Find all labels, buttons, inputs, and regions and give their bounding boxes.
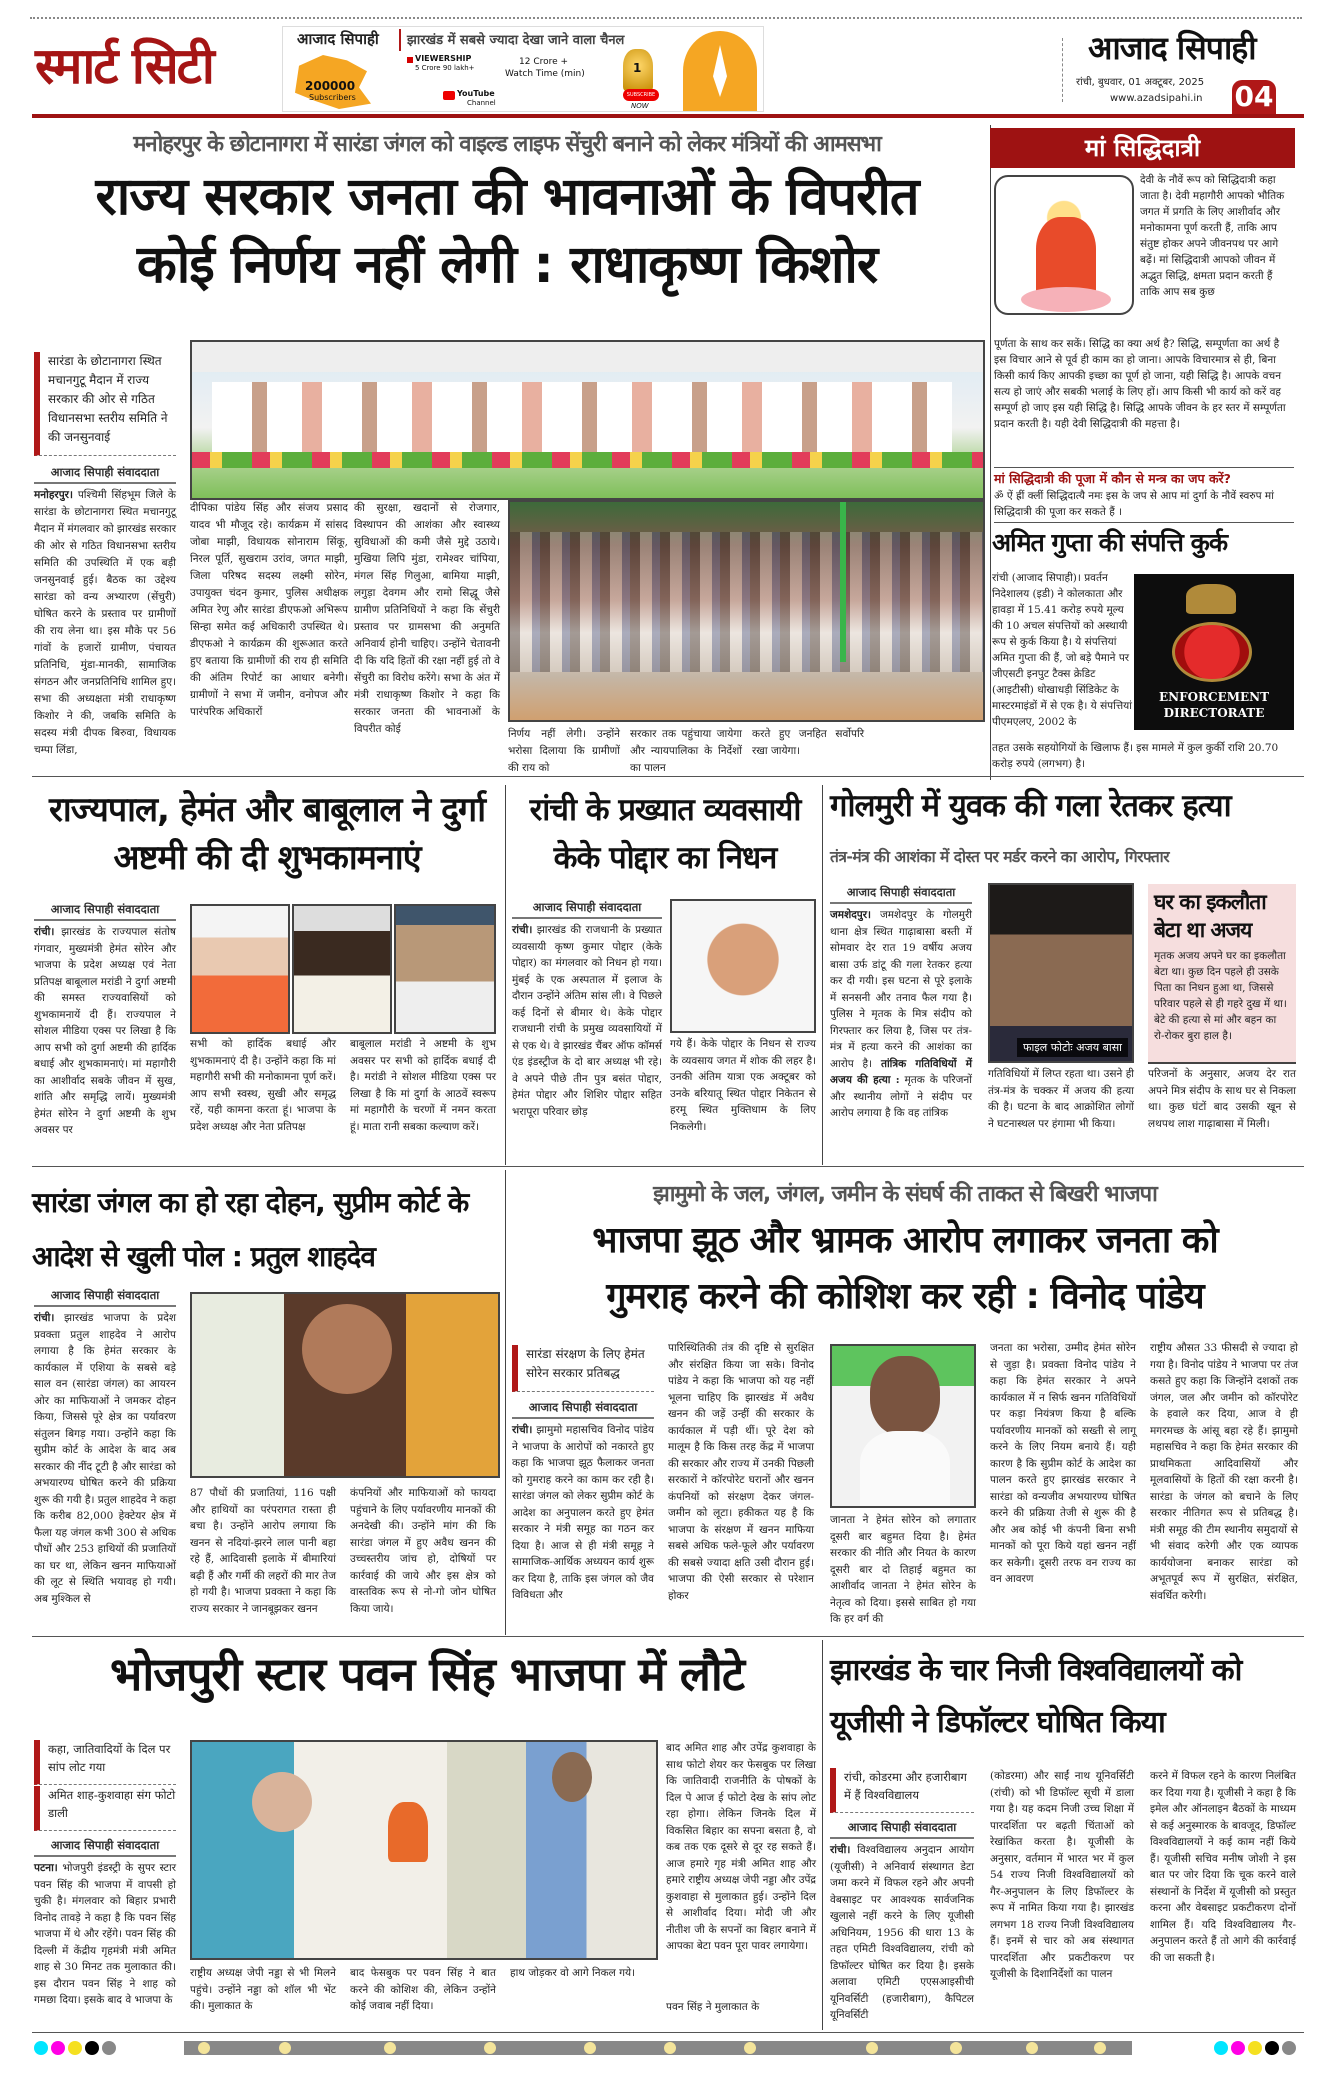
jmm-col1-text: झामुमो महासचिव विनोद पांडेय ने भाजपा के आरोपों को नकारते हुए कहा कि भाजपा झूठ फैलाकर जनता को गुमराह करने का काम कर रही है। सारंडा जंगल को लेकर सुप्रीम कोर्ट के आदेश का अनुपालन करते हुए हेमंत सरकार ने मंत्री समूह का गठन कर दिया है। आज से ही मंत्री समूह ने सामाजिक-आर्थिक अध्ययन कार्य शुरू कर दिया है, ताकि इस जंगल को जैव विविधता और (512, 1424, 655, 1601)
governor-col1 (34, 902, 176, 1139)
registration-marks-left (34, 2040, 119, 2059)
dateline: पटना। (34, 1862, 58, 1874)
watch-time-value: 12 Crore + (519, 57, 569, 67)
lead-col5-text: सरकार तक पहुंचाया जायेगा और न्यायपालिका के निर्देशों का पालन (630, 728, 742, 774)
photo-caption: फाइल फोटोः अजय बासा (1017, 1038, 1128, 1057)
dateline: रांची। (34, 926, 55, 938)
dateline: रांची। (512, 924, 533, 936)
grey-dot-icon (1282, 2041, 1296, 2055)
subscribe-button[interactable]: SUBSCRIBE (623, 89, 659, 101)
jmm-col1 (512, 1400, 654, 1604)
black-dot-icon (85, 2041, 99, 2055)
mantra-rule (994, 467, 1294, 468)
viewership-label: VIEWERSHIP (415, 54, 472, 63)
dateline: मनोहरपुर। (34, 489, 73, 501)
dais-photo (190, 340, 985, 500)
golmuri-col3-text: परिजनों के अनुसार, अजय देर रात अपने मित्र संदीप के साथ घर से निकला था। कुछ घंटों बाद उसकी खून से लथपथ लाश गाढ़ाबासा में मिली। (1148, 1068, 1296, 1130)
goddess-illustration (994, 175, 1134, 315)
saranda-col2-text: 87 पौधों की प्रजातियां, 116 पक्षी और हाथियों का परंपरागत रास्ता ही बचा है। उन्होंने आरोप लगाया कि खनन से नदियां-झरने लाल पानी बहा रहे हैं, आदिवासी इलाके में बीमारियां बढ़ी हैं और गर्मी की लहरों की मार तेज हो गयी है। भाजपा प्रवक्ता ने कहा कि राज्य सरकार ने जानबूझकर खनन (190, 1487, 336, 1615)
ed-text-full: तहत उसके सहयोगियों के खिलाफ हैं। इस मामले में कुल कुर्की राशि 20.70 करोड़ रुपये (लगभग) है। (992, 742, 1279, 770)
sidebox-text: मृतक अजय अपने घर का इकलौता बेटा था। कुछ दिन पहले ही उसके पिता का निधन हुआ था, जिससे परिवार पहले से ही गहरे दुख में था। बेटे की हत्या से मां और बहन का रो-रोकर बुरा हाल है। (1154, 950, 1287, 1042)
subscriber-label: Subscribers (309, 93, 356, 102)
yellow-dot-icon (1248, 2041, 1262, 2055)
pawan-highlight2: अमित शाह-कुशवाहा संग फोटो डाली (34, 1786, 176, 1831)
pawan-col1 (34, 1838, 176, 2009)
ed-headline: अमित गुप्ता की संपत्ति कुर्क (992, 528, 1228, 557)
mantra-heading: मां सिद्धिदात्री की पूजा में कौन से मन्त्र का जप करें? (994, 471, 1231, 486)
column-divider (505, 785, 506, 1165)
pawan-singh-amit-shah-photo (190, 1740, 658, 1960)
jmm-col5-text: राष्ट्रीय औसत 33 फीसदी से ज्यादा हो गया है। विनोद पांडेय ने भाजपा पर तंज कसते हुए कहा कि जिन्होंने दशकों तक जंगल, जल और जमीन को कॉरपोरेट के हवाले कर दिया, आज वे ही मगरमच्छ के आंसू बहा रहे हैं। झामुमो महासचिव ने कहा कि हेमंत सरकार की प्राथमिकता आदिवासियों और मूलवासियों के हितों की रक्षा करनी है। सारंडा के जंगल को बचाने के लिए सरकार नीतिगत रूप से प्रतिबद्ध है। मंत्री समूह की टीम स्थानीय समुदायों से भी संवाद करेगी और एक व्यापक कार्ययोजना बनाकर सारंडा को अभूतपूर्व रूप में सुरक्षित, संरक्षित, संवर्धित करेगी। (1150, 1342, 1298, 1602)
poddar-col1 (512, 900, 662, 1120)
lead-col1-text: पश्चिमी सिंहभूम जिले के सारंडा के छोटानागरा स्थित मचानगुटू मैदान में मंगलवार को झारखंड सरकार की ओर से गठित विधानसभा स्तरीय समिति की उपस्थिति में एक बड़ी जनसुनवाई हुई। बैठक का उद्देश्य सारंडा को वन्य अभ्यारण (सेंचुरी) घोषित करने के प्रस्ताव पर ग्रामीणों की राय लेना था। इस मौके पर 56 गांवों के हजारों ग्रामीण, पंचायत प्रतिनिधि, मुंडा-मानकी, सामाजिक संगठन और जनप्रतिनिधि शामिल हुए। सभा की अध्यक्षता मंत्री राधाकृष्ण किशोर ने की, जबकि समिति के सदस्य मंत्री दीपक बिरुवा, विधायक चम्पा लिंडा, (34, 489, 176, 756)
lead-col6-text: करते हुए जनहित सर्वोपरि रखा जायेगा। (752, 728, 864, 757)
section-rule-3 (32, 1636, 1304, 1637)
masthead-underline (32, 114, 1304, 118)
governor-col1-text: झारखंड के राज्यपाल संतोष गंगवार, मुख्यमंत्री हेमंत सोरेन और भाजपा के प्रदेश अध्यक्ष एवं नेता प्रतिपक्ष बाबूलाल मरांडी ने दुर्गा अष्टमी की समस्त राज्यवासियों को शुभकामनायें दी हैं। राज्यपाल ने सोशल मीडिया एक्स पर लिखा है कि आप सभी को दुर्गा अष्टमी की हार्दिक बधाई और शुभकामनाएं। मां महागौरी का आशीर्वाद सबके जीवन में सुख, शांति और समृद्धि लायें। मुख्यमंत्री हेमंत सोरेन ने दुर्गा अष्टमी के शुभ अवसर पर (34, 926, 176, 1136)
jmm-highlight: सारंडा संरक्षण के लिए हेमंत सोरेन सरकार प्रतिबद्ध (512, 1345, 654, 1392)
pawan-headline: भोजपुरी स्टार पवन सिंह भाजपा में लौटे (109, 1647, 745, 1701)
youtube-ad-banner[interactable] (282, 26, 764, 112)
saranda-col1-text: झारखंड भाजपा के प्रदेश प्रवक्ता प्रतुल शाहदेव ने आरोप लगाया है कि हेमंत सरकार के कार्यकाल में एशिया के सबसे बड़े साल वन (सारंडा जंगल) का आयरन ओर का माफियाओं ने जमकर दोहन किया, जिससे पूरे क्षेत्र का पर्यावरण संतुलन बिगड़ गया। उन्होंने कहा कि सुप्रीम कोर्ट के आदेश के बाद अब सरकार की नींद टूटी है और सारंडा को अभयारण्य घोषित करने की प्रक्रिया शुरू की गयी है। प्रतुल शाहदेव ने कहा कि करीब 82,000 हेक्टेयर क्षेत्र में फैला यह जंगल कभी 300 से अधिक पौधों और 253 हाथियों की प्रजातियों का घर था, लेकिन खनन माफियाओं की लूट से स्थिति भयावह हो गयी। अब मुश्किल से (34, 1312, 176, 1605)
ed-logo (1134, 574, 1294, 730)
ed-text-wrap: रांची (आजाद सिपाही)। प्रवर्तन निदेशालय (इडी) ने कोलकाता और हावड़ा में 15.41 करोड़ रुपये मूल्य की 10 अचल संपत्तियों को अस्थायी रूप से कुर्क किया है। ये संपत्तियां अमित गुप्ता की हैं, जो बड़े पैमाने पर जीएसटी इनपुट टैक्स क्रेडिट (आइटीसी) धोखाधड़ी सिंडिकेट के मास्टरमाइंडों में से एक है। ये संपत्तियां पीएमएलए, 2002 के (992, 572, 1132, 728)
governor-headline: राज्यपाल, हेमंत और बाबूलाल ने दुर्गा अष्टमी की दी शुभकामनाएं (48, 790, 486, 878)
column-divider (822, 785, 823, 1165)
lead-highlight: सारंडा के छोटानागरा स्थित मचानगुटू मैदान में राज्य सरकार की ओर से गठित विधानसभा स्तरीय समिति ने की जनसुनवाई (34, 352, 176, 456)
ugc-highlight: रांची, कोडरमा और हजारीबाग में हैं विश्वविद्यालय (830, 1768, 974, 1813)
golmuri-col1-text: जमशेदपुर के गोलमुरी थाना क्षेत्र स्थित गाढ़ाबासा बस्ती में सोमवार देर रात 19 वर्षीय अजय बासा उर्फ डांटू की गला रेतकर हत्या कर दी गयी। इस घटना से पूरे इलाके में सनसनी और तनाव फैल गया है। पुलिस ने मृतक के मित्र संदीप को गिरफ्तार कर लिया है, जिस पर तंत्र-मंत्र में हत्या करने की आशंका का आरोप है। (830, 909, 972, 1070)
pawan-col5-bottom-text: पवन सिंह ने मुलाकात के (666, 2001, 760, 2013)
masthead-divider (1062, 38, 1063, 102)
lead-col4-text: निर्णय नहीं लेगी। उन्होंने भरोसा दिलाया कि ग्रामीणों की राय को (508, 728, 620, 774)
ugc-col3-text: करने में विफल रहने के कारण निलंबित कर दिया गया है। यूजीसी ने कहा है कि इमेल और ऑनलाइन बैठकों के माध्यम से कई अनुस्मारक के बावजूद, डिफॉल्ट विश्वविद्यालयों ने कई काम नहीं किये हैं। यूजीसी सचिव मनीष जोशी ने इस बात पर जोर दिया कि चूक करने वाले संस्थानों के निर्देश में यूजीसी को प्रस्तुत करना और वेबसाइट प्रकटीकरण दोनों शामिल हैं। यदि विश्वविद्यालय गैर-अनुपालन करते हैं तो आगे की कार्रवाई की जा सकती है। (1150, 1770, 1296, 1964)
lead-col2-text: दीपिका पांडेय सिंह और संजय प्रसाद यादव भी मौजूद रहे। कार्यक्रम में सांसद जोबा माझी, विधायक सोनाराम सिंकू, निरल पूर्ति, सुखराम उरांव, जगत माझी, जिला परिषद सदस्य लक्ष्मी सोरेन, उपायुक्त चंदन कुमार, पुलिस अधीक्षक अमित रेणु और सारंडा डीएफओ अभिरूप सिन्हा समेत कई अधिकारी उपस्थित थे। डीएफओ ने कार्यक्रम की शुरूआत करते हुए बताया कि ग्रामीणों की राय ही समिति की अंतिम रिपोर्ट का आधार बनेगी। ग्रामीणों ने सभा में जमीन, वनोपज और पारंपरिक अधिकारों (190, 502, 348, 718)
black-dot-icon (1265, 2041, 1279, 2055)
subscriber-count: 200000 (305, 79, 356, 93)
jmm-col4-text: जनता का भरोसा, उम्मीद हेमंत सोरेन से जुड़ा है। प्रवक्ता विनोद पांडेय ने कहा कि हेमंत सरकार ने अपने कार्यकाल में न सिर्फ खनन गतिविधियों पर कड़ा नियंत्रण किया है बल्कि पर्यावरणीय मानकों को सख्ती से लागू करने के लिए नियम बनाये हैं। यही कारण है कि सुप्रीम कोर्ट के आदेश का पालन करते हुए झारखंड सरकार ने सारंडा को वन्यजीव अभयारण्य घोषित करने की प्रक्रिया तेजी से शुरू की है और अब कोई भी कंपनी बिना सभी मानकों को पूरा किये यहां खनन नहीं कर सकेगी। दूसरी तरफ वन राज्य का वन आवरण (990, 1342, 1136, 1585)
jmm-kicker: झामुमो के जल, जंगल, जमीन के संघर्ष की ताकत से बिखरी भाजपा (653, 1182, 1157, 1207)
lead-headline-line2: कोई निर्णय नहीं लेगी : राधाकृष्ण किशोर (136, 235, 878, 295)
ad-brand: आजाद सिपाही (297, 30, 379, 48)
page-number: 04 (1232, 80, 1276, 114)
byline: आजाद सिपाही संवाददाता (512, 1400, 654, 1419)
rank-badge: 1 (633, 61, 642, 75)
column-divider (822, 1640, 823, 2030)
golmuri-col2-text: गतिविधियों में लिप्त रहता था। उसने ही तंत्र-मंत्र के चक्कर में अजय की हत्या की है। घटना के बाद आक्रोशित लोगों ने घटनास्थल पर हंगामा भी किया। (988, 1068, 1134, 1130)
byline: आजाद सिपाही संवाददाता (34, 1838, 176, 1857)
cyan-dot-icon (34, 2041, 48, 2055)
governor-col3-text: बाबूलाल मरांडी ने अष्टमी के शुभ अवसर पर सभी को हार्दिक बधाई दी है। मरांडी ने सोशल मीडिया एक्स पर लिखा है कि मां दुर्गा के आठवें स्वरूप मां महागौरी के चरणों में नमन करता हूं। माता रानी सबका कल्याण करें। (350, 1038, 496, 1133)
pawan-col2-text: राष्ट्रीय अध्यक्ष जेपी नड्डा से भी मिलने पहुंचे। उन्होंने नड्डा को शॉल भी भेंट की। मुलाकात के (190, 1967, 336, 2012)
sidebar-divider (990, 125, 991, 780)
dateline: रांची। (830, 1844, 851, 1856)
youtube-icon (443, 91, 455, 100)
magenta-dot-icon (1231, 2041, 1245, 2055)
footer-rule (32, 2032, 1304, 2033)
poddar-headline: रांची के प्रख्यात व्यवसायी केके पोद्दार का निधन (529, 792, 801, 876)
youtube-label: YouTube (457, 89, 495, 98)
poddar-col1-text: झारखंड की राजधानी के प्रख्यात व्यवसायी कृष्ण कुमार पोद्दार (केके पोद्दार) का मंगलवार को निधन हो गया। मुंबई के एक अस्पताल में इलाज के दौरान उन्होंने अंतिम सांस ली। वे पिछले कई दिनों से बीमार थे। केके पोद्दार राजधानी रांची के प्रमुख व्यवसायियों में से एक थे। वे झारखंड चैंबर ऑफ कॉमर्स एंड इंडस्ट्रीज के दो बार अध्यक्ष भी रहे। वे अपने पीछे तीन पुत्र बसंत पोद्दार, हेमंत पोद्दार और शिशिर पोद्दार सहित भरापूरा परिवार छोड़ (512, 924, 662, 1118)
jmm-headline-line1: भाजपा झूठ और भ्रामक आरोप लगाकर जनता को (592, 1220, 1218, 1261)
yellow-dot-icon (68, 2041, 82, 2055)
golmuri-col1 (830, 885, 972, 1122)
pawan-col1-text: भोजपुरी इंडस्ट्री के सुपर स्टार पवन सिंह की भाजपा में वापसी हो चुकी है। मंगलवार को बिहार प्रभारी विनोद तावड़े ने कहा है कि पवन सिंह भाजपा में थे और रहेंगे। पवन सिंह की दिल्ली में केंद्रीय गृहमंत्री मंत्री अमित शाह से 30 मिनट तक मुलाकात की। इस दौरान पवन सिंह ने शाह को गमछा दिया। इसके बाद वे भाजपा के (34, 1862, 176, 2006)
lead-col2 (190, 500, 348, 721)
golmuri-sidebox (1148, 884, 1296, 1064)
lead-kicker: मनोहरपुर के छोटानागरा में सारंडा जंगल को वाइल्ड लाइफ सेंचुरी बनाने को लेकर मंत्रियों की आमसभा (133, 132, 881, 157)
ed-logo-line1: ENFORCEMENT (1158, 690, 1270, 704)
pen-nib-logo-icon (683, 31, 757, 111)
saranda-col1 (34, 1288, 176, 1607)
cyan-dot-icon (1214, 2041, 1228, 2055)
jmm-col3-text: जानता ने हेमंत सोरेन को लगातार दूसरी बार बहुमत दिया है। हेमंत सरकार की नीति और नियत के कारण दूसरी बार दो तिहाई बहुमत का आशीर्वाद जानता ने हेमंत सोरेन के नेतृत्व को दिया। इससे साबित हो गया कि हर वर्ग की (830, 1514, 976, 1625)
pawan-highlight1: कहा, जातिवादियों के दिल पर सांप लोट गया (34, 1740, 176, 1785)
sidebox-title: घर का इकलौता बेटा था अजय (1154, 890, 1266, 942)
golmuri-subsection-label: तांत्रिक गतिविधियों में अजय की हत्या : (830, 1057, 972, 1086)
byline: आजाद सिपाही संवाददाता (512, 900, 662, 919)
byline: आजाद सिपाही संवाददाता (34, 1288, 176, 1307)
pratul-shahdeo-photo (190, 1292, 500, 1478)
jmm-headline-line2: गुमराह करने की कोशिश कर रही : विनोद पांडेय (606, 1276, 1204, 1317)
ed-logo-line2: DIRECTORATE (1163, 706, 1265, 720)
babulal-marandi-photo (394, 904, 496, 1034)
saranda-headline: सारंडा जंगल का हो रहा दोहन, सुप्रीम कोर्ट के आदेश से खुली पोल : प्रतुल शाहदेव (32, 1186, 469, 1273)
ugc-headline: झारखंड के चार निजी विश्वविद्यालयों को यूजीसी ने डिफॉल्टर घोषित किया (830, 1653, 1242, 1740)
vinod-pandey-photo (830, 1344, 976, 1508)
ugc-col1 (830, 1820, 974, 2024)
byline: आजाद सिपाही संवाददाता (34, 465, 176, 484)
section-rule-2 (32, 1166, 1304, 1167)
lead-headline-line1: राज्य सरकार जनता की भावनाओं के विपरीत (95, 167, 919, 227)
paper-name: आजाद सिपाही (1088, 29, 1256, 67)
ajay-basa-photo (988, 883, 1134, 1063)
poddar-col2-text: गये हैं। केके पोद्दार के निधन से राज्य के व्यवसाय जगत में शोक की लहर है। उनकी अंतिम यात्रा एक अक्टूबर को उनके बरियातू स्थित पोद्दार निकेतन से हरमू स्थित मुक्तिधाम के लिए निकलेगी। (670, 1038, 816, 1133)
siddhidatri-text-full: पूर्णता के साथ कर सकें। सिद्धि का क्या अर्थ है? सिद्धि, सम्पूर्णता का अर्थ है इस विचार आने से पूर्व ही काम का हो जाना। आपके विचारमात्र से ही, बिना किसी कार्य किए आपकी इच्छा का पूर्ण हो जाना, यही सिद्धि है। आपके वचन सत्य हो जाएं और सबकी भलाई के लिए हों। आप किसी भी कार्य को करें वह सम्पूर्ण हो जाए इस यही सिद्धि है। सिद्धि आपके जीवन के हर स्तर में सम्पूर्णता प्रदान करती है। यही देवी सिद्धिदात्री की महत्ता है। (994, 338, 1286, 430)
byline: आजाद सिपाही संवाददाता (830, 885, 972, 904)
golmuri-col1-sub-text: मृतक के परिजनों और स्थानीय लोगों ने संदीप पर आरोप लगाया है कि वह तांत्रिक (830, 1074, 972, 1119)
governor-photo (190, 904, 290, 1034)
watch-time-label: Watch Time (min) (505, 69, 585, 79)
siddhidatri-text-wrap: देवी के नौवें रूप को सिद्धिदात्री कहा जाता है। देवी महागौरी आपको भौतिक जगत में प्रगति के लिए आशीर्वाद और मनोकामना पूर्ण करती हैं, ताकि आप संतुष्ट होकर अपने जीवनपथ पर आगे बढ़ें। मां सिद्धिदात्री आपको जीवन में अद्भुत सिद्धि, क्षमता प्रदान करती हैं ताकि आप सब कुछ (1140, 174, 1285, 298)
section-rule-1 (32, 776, 1304, 777)
print-bar-left (184, 2041, 824, 2055)
byline: आजाद सिपाही संवाददाता (830, 1820, 974, 1839)
registration-marks-right (1214, 2040, 1299, 2059)
channel-label: Channel (467, 99, 496, 107)
column-divider (505, 1170, 506, 1635)
viewership-value: 5 Crore 90 lakh+ (415, 64, 475, 72)
ad-divider (399, 29, 401, 51)
viewership-bullet-icon (407, 57, 413, 63)
byline: आजाद सिपाही संवाददाता (34, 902, 176, 921)
ad-tagline: झारखंड में सबसे ज्यादा देखा जाने वाला चैनल (407, 33, 625, 48)
golmuri-headline: गोलमुरी में युवक की गला रेतकर हत्या (830, 788, 1231, 824)
section-title: स्मार्ट सिटी (35, 37, 213, 95)
golmuri-subhead: तंत्र-मंत्र की आशंका में दोस्त पर मर्डर करने का आरोप, गिरफ्तार (830, 848, 1170, 866)
governor-col2-text: सभी को हार्दिक बधाई और शुभकामनाएं दी है। उन्होंने कहा कि मां महागौरी सभी की मनोकामना पूर्ण करें। आप सभी स्वस्थ, सुखी और समृद्ध रहें, यही कामना करता हूं। भाजपा के प्रदेश अध्यक्ष और नेता प्रतिपक्ष (190, 1038, 336, 1133)
saranda-col3-text: कंपनियों और माफियाओं को फायदा पहुंचाने के लिए पर्यावरणीय मानकों की अनदेखी की। उन्होंने मांग की कि सारंडा जंगल में हुए अवैध खनन की उच्चस्तरीय जांच हो, दोषियों पर कार्रवाई की जाये और इस क्षेत्र को वास्तविक रूप से नो-गो जोन घोषित किया जाये। (350, 1487, 496, 1615)
crowd-photo (508, 500, 985, 722)
pawan-col5-top-text: बाद अमित शाह और उपेंद्र कुशवाहा के साथ फोटो शेयर कर फेसबुक पर लिखा कि जातिवादी राजनीति के पोषकों के दिल पे आज ई फोटो देख के सांप लोट रहा होगा। लेकिन जिनके दिल में विकसित बिहार का सपना बसता है, वो कब तक एक दूसरे से दूर रह सकते हैं। आज हमारे गृह मंत्री अमित शाह और हमारे राष्ट्रीय अध्यक्ष जेपी नड्डा और उपेंद्र कुशवाहा से मुलाकात हुई। उन्होंने दिल से आशीर्वाद दिया। मोदी जी और नीतीश जी के सपनों का बिहार बनाने में आपका बेटा पवन पूरा पावर लगायेगा। (666, 1742, 816, 1952)
pawan-col3-text: बाद फेसबुक पर पवन सिंह ने बात करने की कोशिश की, लेकिन उन्होंने कोई जवाब नहीं दिया। (350, 1967, 496, 2012)
kk-poddar-photo (670, 899, 816, 1033)
lead-col3 (354, 500, 500, 738)
dateline: रांची। (34, 1312, 55, 1324)
website-link[interactable]: www.azadsipahi.in (1110, 93, 1203, 104)
magenta-dot-icon (51, 2041, 65, 2055)
pawan-col4-text: हाथ जोड़कर वो आगे निकल गये। (510, 1967, 636, 1979)
mantra-text: ॐ ऐं ह्रीं क्लीं सिद्धिदात्यै नमः इस के जप से आप मां दुर्गा के नौवें स्वरुप मां सिद्धिदात्री की पूजा कर सकते हैं । (994, 490, 1274, 518)
now-label: NOW (631, 102, 649, 110)
sidebar-section-rule (994, 522, 1294, 523)
dateline: जमशेदपुर। (830, 909, 872, 921)
jmm-col2-text: पारिस्थितिकी तंत्र की दृष्टि से सुरक्षित और संरक्षित किया जा सके। विनोद पांडेय ने कहा कि भाजपा को यह नहीं भूलना चाहिए कि झारखंड में अवैध खनन की जड़ें उन्हीं की सरकार के कार्यकाल में पड़ी थीं। पूरे देश को मालूम है कि किस तरह केंद्र में भाजपा की सरकार और राज्य में उनकी पिछली सरकारों ने कॉरपोरेट घरानों और खनन कंपनियों को संरक्षण देकर जंगल-जमीन को लूटा। हकीकत यह है कि भाजपा के संरक्षण में खनन माफिया सबसे अधिक फले-फूले और पर्यावरण की सबसे ज्यादा क्षति उसी दौरान हुई। भाजपा की ऐसी सरकार से परेशान होकर (668, 1342, 814, 1602)
ugc-col1-text: विश्वविद्यालय अनुदान आयोग (यूजीसी) ने अनिवार्य संस्थागत डेटा जमा करने में विफल रहने और अपनी वेबसाइट पर आवश्यक सार्वजनिक खुलासे नहीं करने के लिए यूजीसी अधिनियम, 1956 की धारा 13 के तहत एमिटी विश्वविद्यालय, रांची को डिफॉल्टर घोषित कर दिया है। इसके अलावा एमिटी एएसआइसीची यूनिवर्सिटी (हजारीबाग), कैपिटल यूनिवर्सिटी (830, 1844, 975, 2021)
hemant-soren-photo (292, 904, 392, 1034)
lead-col3-text: की सुरक्षा, खदानों से रोजगार, विस्थापन की आशंका और स्वास्थ्य सुविधाओं की कमी जैसे मुद्दे उठाये। मुखिया लिपि मुंडा, रामेश्वर चांपिया, मंगल सिंह गिलुआ, बामिया माझी, लगुड़ा देवगम और रामो सिद्धू जैसे ग्रामीण प्रतिनिधियों ने कहा कि सेंचुरी प्रस्ताव पर ग्रामसभा की अनुमति अनिवार्य होनी चाहिए। उन्होंने चेतावनी दी कि यदि हितों की रक्षा नहीं हुई तो वे सेंचुरी का विरोध करेंगे। सभा के अंत में मंत्री राधाकृष्ण किशोर ने कहा कि सरकार जनता की भावनाओं के विपरीत कोई (354, 502, 500, 735)
print-bar-right (824, 2041, 1132, 2055)
siddhidatri-title: मां सिद्धिदात्री (990, 128, 1295, 168)
lead-col1 (34, 465, 176, 759)
dateline: रांची। (512, 1424, 533, 1436)
grey-dot-icon (102, 2041, 116, 2055)
ugc-col2-text: (कोडरमा) और साईं नाथ यूनिवर्सिटी (रांची) को भी डिफॉल्ट सूची में डाला गया है। यह कदम निजी उच्च शिक्षा में पारदर्शिता पर बढ़ती चिंताओं को रेखांकित करता है। यूजीसी के अनुसार, वर्तमान में भारत भर में कुल 54 राज्य निजी विश्वविद्यालयों को गैर-अनुपालन के लिए डिफॉल्टर के रूप में नामित किया गया है। झारखंड लगभग 18 राज्य निजी विश्वविद्यालय हैं। इनमें से चार को अब संस्थागत पारदर्शिता और प्रकटीकरण पर यूजीसी के दिशानिर्देशों का पालन (990, 1770, 1134, 1980)
top-rule (30, 17, 1302, 19)
dateline: रांची, बुधवार, 01 अक्टूबर, 2025 (1076, 77, 1205, 88)
